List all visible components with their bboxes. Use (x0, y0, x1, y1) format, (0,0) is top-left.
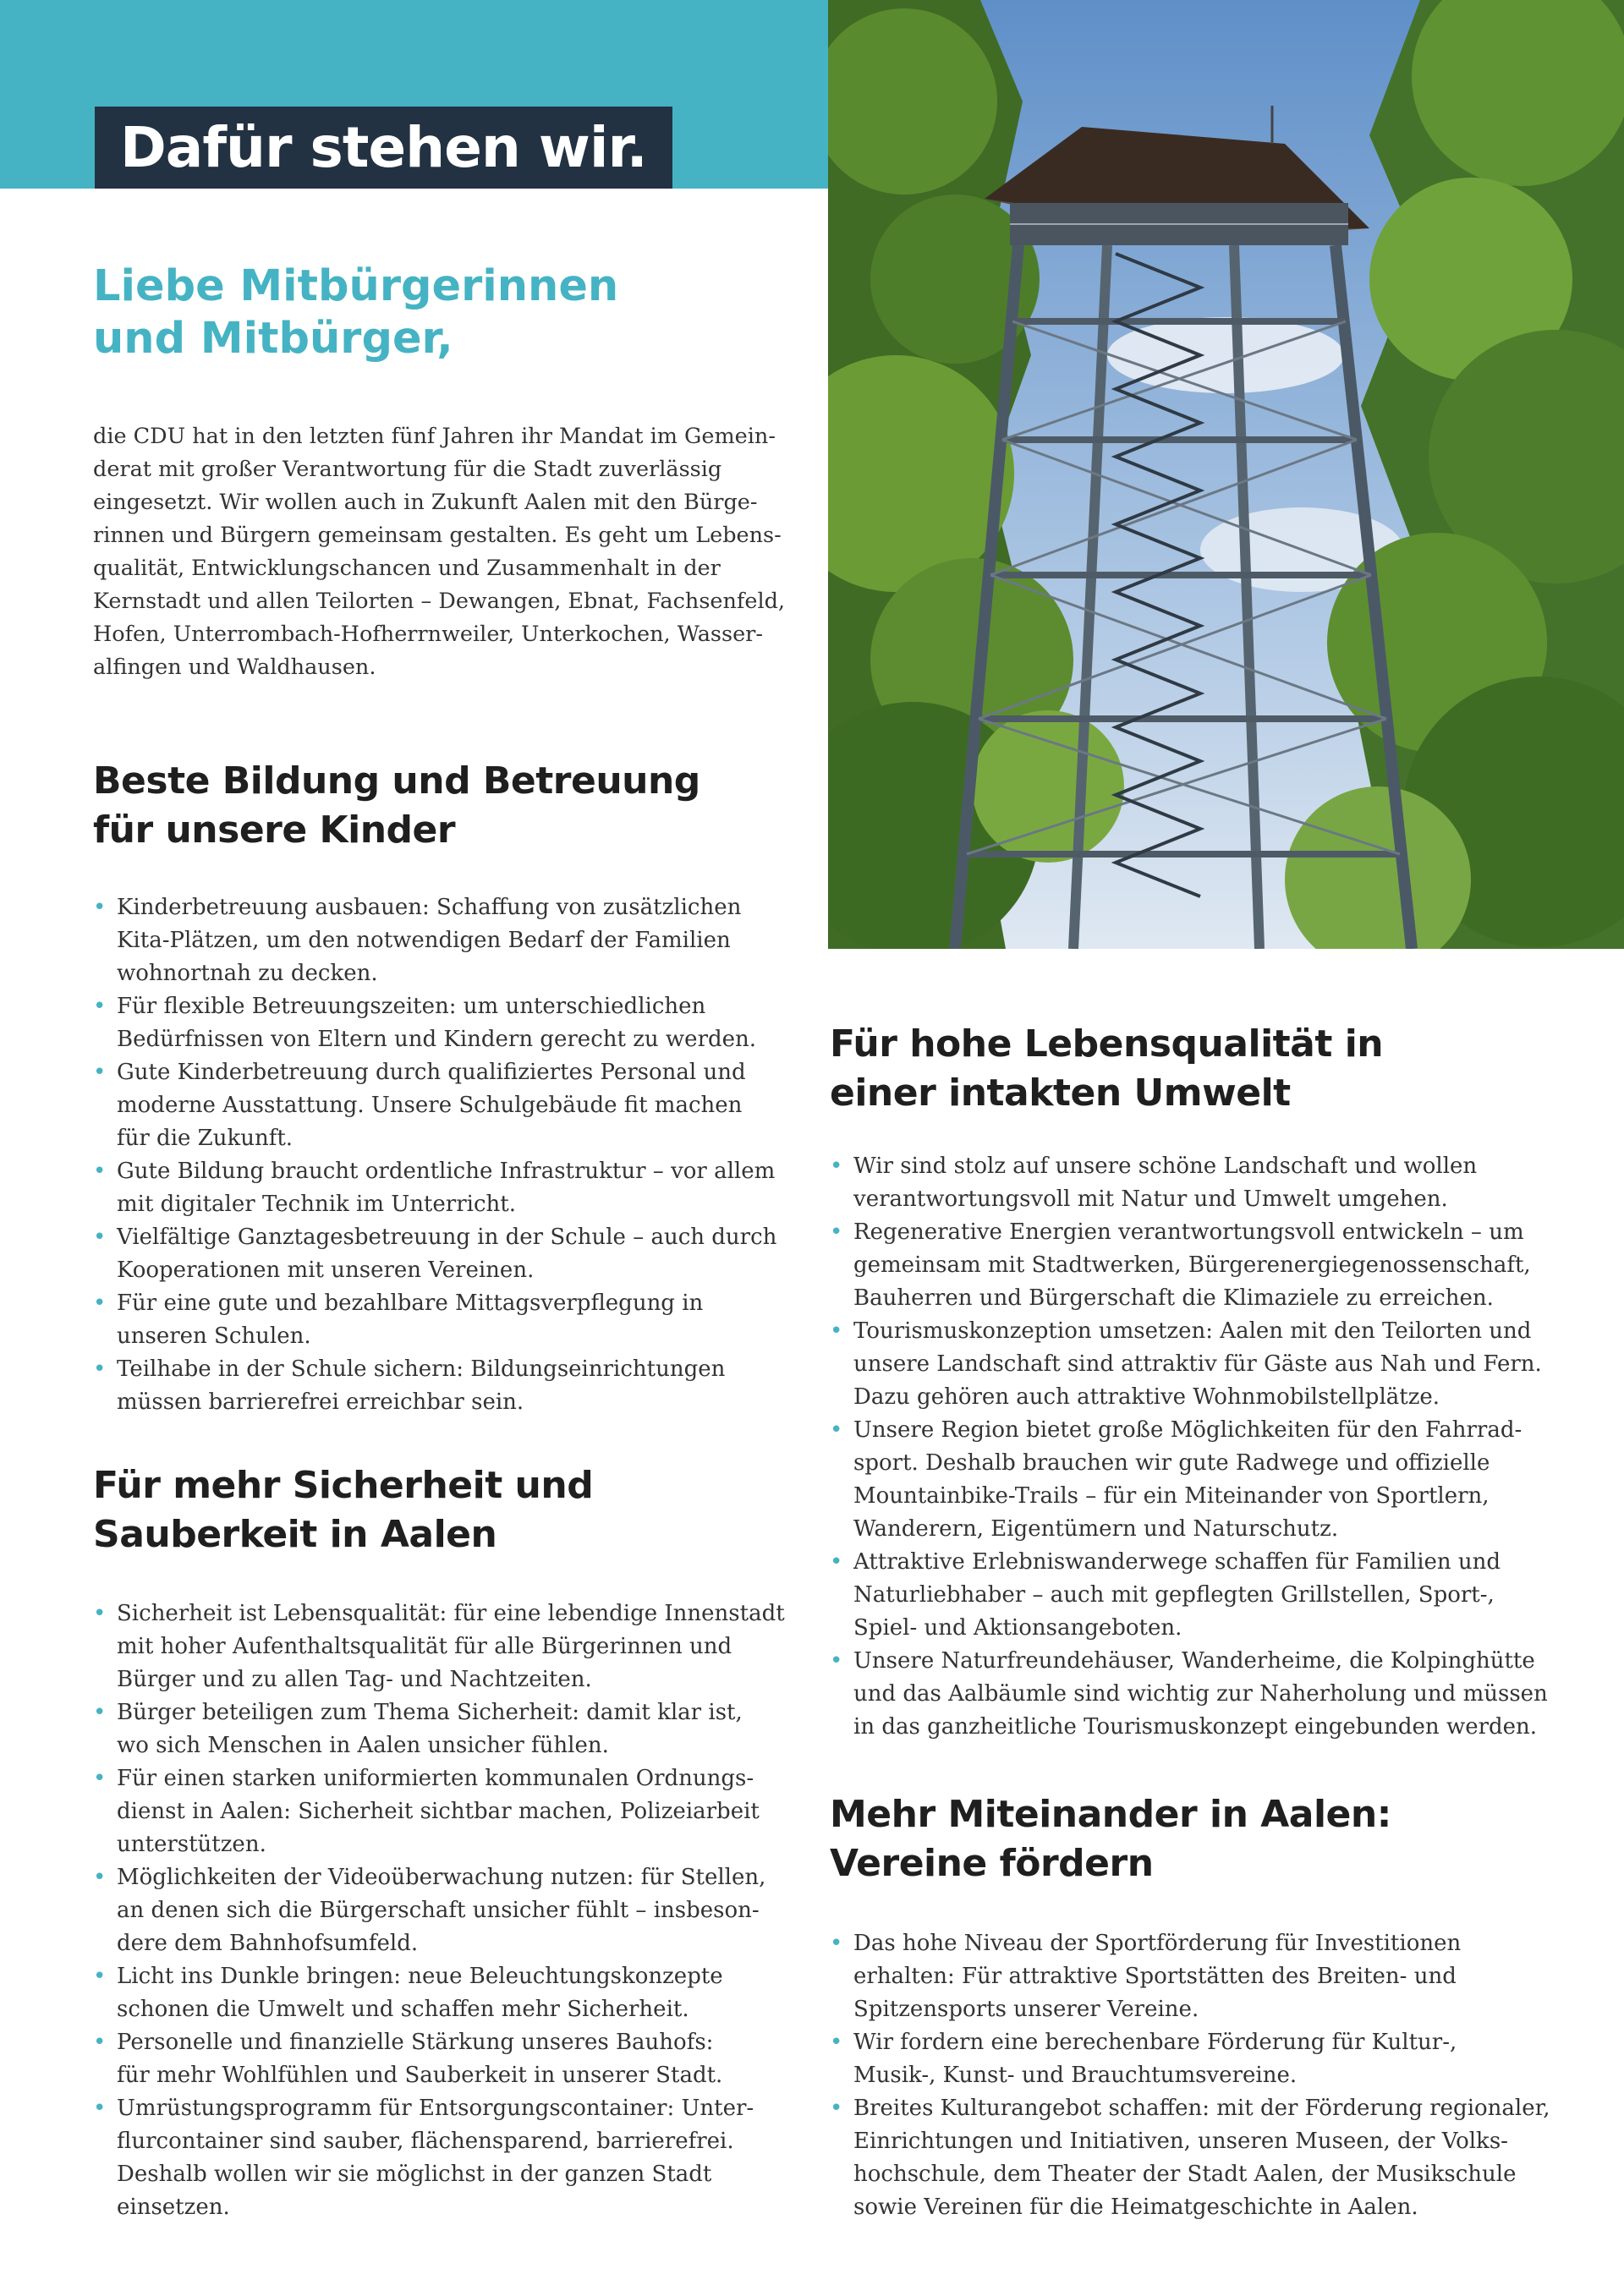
item-line: • Umrüstungsprogramm für Entsorgungscontainer: Unter- (117, 2096, 754, 2121)
item-line: in das ganzheitliche Tourismuskonzept eingebunden werden. (853, 1714, 1538, 1740)
intro-line: Hofen, Unterrombach-Hofherrnweiler, Unterkochen, Wasser- (93, 622, 763, 647)
item-line: • Teilhabe in der Schule sichern: Bildungseinrichtungen (117, 1356, 726, 1382)
item-line: hochschule, dem Theater der Stadt Aalen, der Musikschule (853, 2162, 1517, 2187)
intro-line: die CDU hat in den letzten fünf Jahren ihr Mandat im Gemein- (93, 424, 776, 449)
bullet-list (93, 1597, 812, 2224)
list-item (93, 1597, 812, 1696)
item-line: • Regenerative Energien verantwortungsvoll entwickeln – um (853, 1219, 1524, 1245)
heading-line: Mehr Miteinander in Aalen: (830, 1793, 1391, 1836)
section-umwelt (830, 1020, 1549, 1744)
item-line: • Wir sind stolz auf unsere schöne Landschaft und wollen (853, 1153, 1478, 1179)
list-item (93, 1287, 812, 1353)
item-line: schonen die Umwelt und schaffen mehr Sicherheit. (117, 1997, 689, 2022)
item-line: wohnortnah zu decken. (117, 961, 378, 986)
bullet-list (830, 1150, 1549, 1744)
item-line: • Für eine gute und bezahlbare Mittagsverpflegung in (117, 1290, 704, 1316)
item-line: flurcontainer sind sauber, flächensparend, barrierefrei. (117, 2129, 734, 2154)
heading-line: Sauberkeit in Aalen (93, 1513, 497, 1556)
item-line: Spiel- und Aktionsangeboten. (853, 1615, 1182, 1641)
list-item (830, 1315, 1549, 1414)
list-item (830, 1150, 1549, 1216)
item-line: • Möglichkeiten der Videoüberwachung nutzen: für Stellen, (117, 1865, 766, 1890)
list-item (93, 1696, 812, 1762)
item-line: Musik-, Kunst- und Brauchtumsvereine. (853, 2063, 1298, 2088)
item-line: • Das hohe Niveau der Sportförderung für Investitionen (853, 1931, 1462, 1956)
item-line: Einrichtungen und Initiativen, unseren Museen, der Volks- (853, 2129, 1508, 2154)
item-line: Mountainbike-Trails – für ein Miteinander von Sportlern, (853, 1483, 1490, 1509)
item-line: mit digitaler Technik im Unterricht. (117, 1192, 516, 1217)
item-line: Bauherren und Bürgerschaft die Klimaziele zu erreichen. (853, 1285, 1494, 1311)
bullet-list (93, 891, 812, 1419)
heading-line: Beste Bildung und Betreuung (93, 759, 700, 803)
bullet-list (830, 1927, 1549, 2224)
list-item (93, 1861, 812, 1960)
list-item (830, 2026, 1549, 2092)
greeting-line: Liebe Mitbürgerinnen (93, 261, 619, 311)
item-line: Wanderern, Eigentümern und Naturschutz. (853, 1516, 1339, 1542)
item-line: verantwortungsvoll mit Natur und Umwelt umgehen. (853, 1186, 1448, 1212)
item-line: • Kinderbetreuung ausbauen: Schaffung von zusätzlichen (117, 895, 742, 920)
list-item (830, 1216, 1549, 1315)
list-item (93, 891, 812, 990)
item-line: • Für flexible Betreuungszeiten: um unterschiedlichen (117, 994, 706, 1019)
item-line: Dazu gehören auch attraktive Wohnmobilstellplätze. (853, 1384, 1440, 1410)
section-heading (93, 1461, 812, 1559)
item-line: gemeinsam mit Stadtwerken, Bürgerenergiegenossenschaft, (853, 1252, 1531, 1278)
list-item (93, 1221, 812, 1287)
item-line: • Gute Bildung braucht ordentliche Infrastruktur – vor allem (117, 1159, 776, 1184)
item-line: Bedürfnissen von Eltern und Kindern gerecht zu werden. (117, 1027, 757, 1052)
item-line: Deshalb wollen wir sie möglichst in der ganzen Stadt (117, 2162, 712, 2187)
greeting-heading (93, 260, 618, 365)
intro-line: derat mit großer Verantwortung für die Stadt zuverlässig (93, 457, 722, 482)
item-line: • Licht ins Dunkle bringen: neue Beleuchtungskonzepte (117, 1964, 723, 1989)
list-item (93, 1960, 812, 2026)
intro-line: Kernstadt und allen Teilorten – Dewangen, Ebnat, Fachsenfeld, (93, 589, 786, 614)
list-item (93, 1353, 812, 1419)
heading-line: Vereine fördern (830, 1842, 1154, 1885)
item-line: Kooperationen mit unseren Vereinen. (117, 1258, 535, 1283)
list-item (93, 1056, 812, 1155)
item-line: unterstützen. (117, 1832, 266, 1857)
intro-line: rinnen und Bürgern gemeinsam gestalten. Es geht um Lebens- (93, 523, 782, 548)
list-item (93, 990, 812, 1056)
item-line: erhalten: Für attraktive Sportstätten des Breiten- und (853, 1964, 1457, 1989)
intro-line: qualität, Entwicklungschancen und Zusammenhalt in der (93, 556, 721, 581)
heading-line: Für hohe Lebensqualität in (830, 1022, 1384, 1066)
item-line: für mehr Wohlfühlen und Sauberkeit in unserer Stadt. (117, 2063, 723, 2088)
item-line: • Gute Kinderbetreuung durch qualifiziertes Personal und (117, 1060, 746, 1085)
list-item (830, 2092, 1549, 2224)
item-line: dere dem Bahnhofsumfeld. (117, 1931, 419, 1956)
item-line: • Sicherheit ist Lebensqualität: für eine lebendige Innenstadt (117, 1601, 785, 1626)
item-line: sport. Deshalb brauchen wir gute Radwege und offizielle (853, 1450, 1490, 1476)
item-line: • Breites Kulturangebot schaffen: mit der Förderung regionaler, (853, 2096, 1550, 2121)
item-line: moderne Ausstattung. Unsere Schulgebäude fit machen (117, 1093, 743, 1118)
list-item (830, 1414, 1549, 1546)
item-line: müssen barrierefrei erreichbar sein. (117, 1389, 524, 1415)
intro-line: eingesetzt. Wir wollen auch in Zukunft Aalen mit den Bürge- (93, 490, 758, 515)
item-line: • Wir fordern eine berechenbare Förderung für Kultur-, (853, 2030, 1457, 2055)
item-line: an denen sich die Bürgerschaft unsicher fühlt – insbeson- (117, 1898, 760, 1923)
item-line: • Unsere Region bietet große Möglichkeiten für den Fahrrad- (853, 1417, 1522, 1443)
list-item (93, 2026, 812, 2092)
list-item (93, 1155, 812, 1221)
section-heading (830, 1020, 1549, 1118)
item-line: Spitzensports unserer Vereine. (853, 1997, 1199, 2022)
heading-line: einer intakten Umwelt (830, 1071, 1291, 1115)
item-line: Naturliebhaber – auch mit gepflegten Grillstellen, Sport-, (853, 1582, 1495, 1608)
item-line: einsetzen. (117, 2195, 230, 2220)
section-heading (93, 757, 812, 855)
item-line: • Attraktive Erlebniswanderwege schaffen für Familien und (853, 1549, 1501, 1575)
item-line: • Unsere Naturfreundehäuser, Wanderheime, die Kolpinghütte (853, 1648, 1535, 1674)
item-line: und das Aalbäumle sind wichtig zur Naherholung und müssen (853, 1681, 1548, 1707)
item-line: für die Zukunft. (117, 1126, 294, 1151)
list-item (93, 1762, 812, 1861)
list-item (830, 1645, 1549, 1744)
item-line: unseren Schulen. (117, 1323, 311, 1349)
list-item (830, 1927, 1549, 2026)
section-sicherheit (93, 1461, 812, 2224)
heading-line: Für mehr Sicherheit und (93, 1464, 594, 1507)
item-line: sowie Vereinen für die Heimatgeschichte in Aalen. (853, 2195, 1418, 2220)
item-line: mit hoher Aufenthaltsqualität für alle Bürgerinnen und (117, 1634, 732, 1659)
item-line: dienst in Aalen: Sicherheit sichtbar machen, Polizeiarbeit (117, 1799, 760, 1824)
item-line: • Für einen starken uniformierten kommunalen Ordnungs- (117, 1766, 754, 1791)
list-item (830, 1546, 1549, 1645)
item-line: • Tourismuskonzeption umsetzen: Aalen mit den Teilorten und (853, 1318, 1532, 1344)
section-bildung (93, 757, 812, 1419)
section-heading (830, 1790, 1549, 1888)
list-item (93, 2092, 812, 2224)
item-line: • Personelle und finanzielle Stärkung unseres Bauhofs: (117, 2030, 714, 2055)
item-line: Bürger und zu allen Tag- und Nachtzeiten. (117, 1667, 592, 1692)
section-vereine (830, 1790, 1549, 2224)
heading-line: für unsere Kinder (93, 808, 456, 852)
item-line: Kita-Plätzen, um den notwendigen Bedarf der Familien (117, 928, 731, 953)
intro-paragraph (93, 420, 804, 684)
item-line: • Bürger beteiligen zum Thema Sicherheit: damit klar ist, (117, 1700, 743, 1725)
item-line: unsere Landschaft sind attraktiv für Gäste aus Nah und Fern. (853, 1351, 1542, 1377)
intro-line: alfingen und Waldhausen. (93, 655, 376, 680)
tower-photo (828, 0, 1624, 949)
greeting-line: und Mitbürger, (93, 314, 453, 364)
item-line: • Vielfältige Ganztagesbetreuung in der Schule – auch durch (117, 1225, 777, 1250)
item-line: wo sich Menschen in Aalen unsicher fühlen. (117, 1733, 609, 1758)
page-title: Dafür stehen wir. (95, 107, 672, 189)
